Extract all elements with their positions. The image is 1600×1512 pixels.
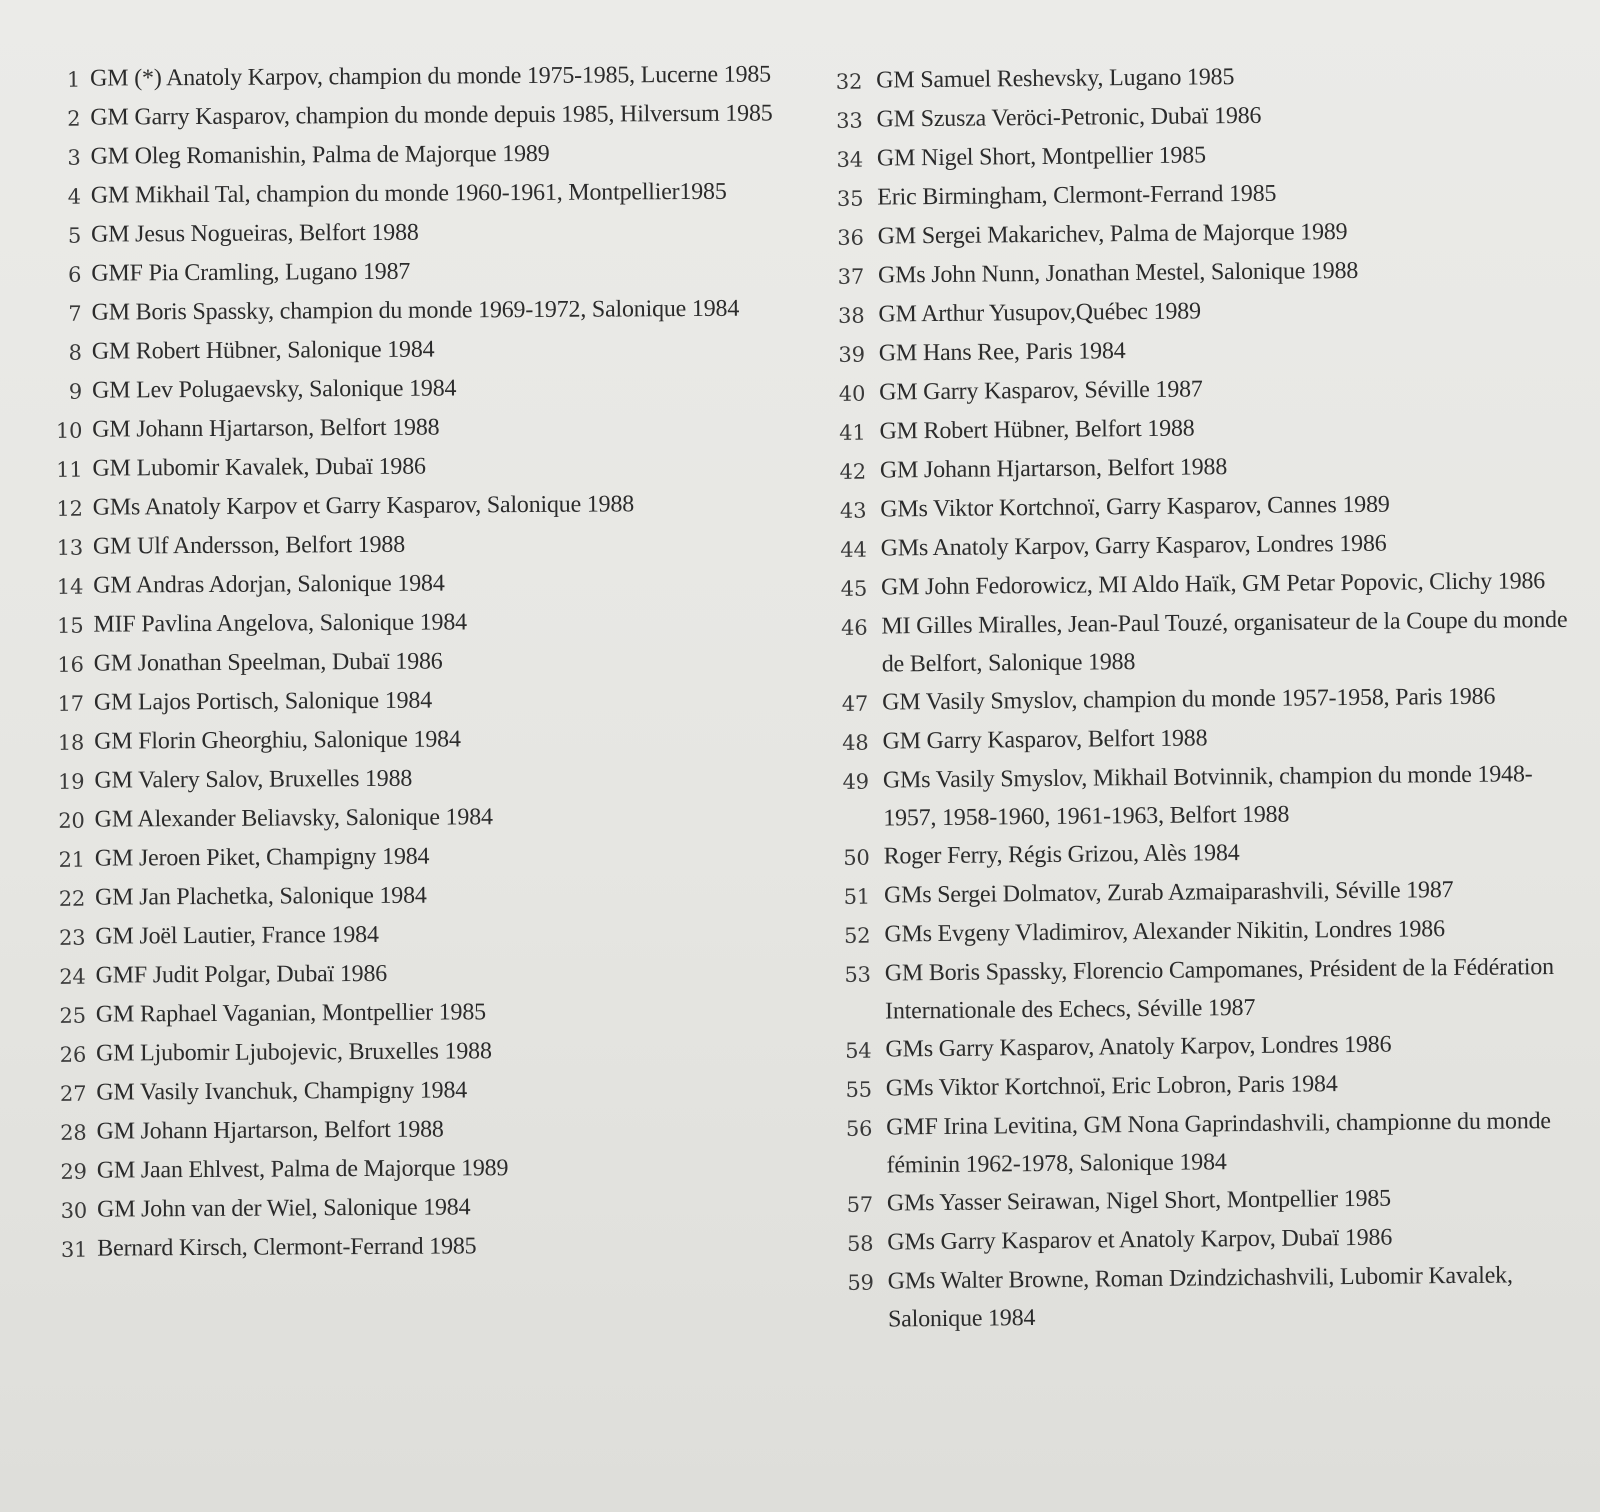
caption-number: 2 bbox=[67, 106, 81, 131]
caption-text: GM Robert Hübner, Salonique 1984 bbox=[91, 336, 435, 365]
caption-entry bbox=[35, 211, 785, 255]
caption-number: 11 bbox=[56, 457, 83, 482]
caption-number: 27 bbox=[59, 1081, 87, 1106]
caption-entry bbox=[38, 757, 788, 801]
caption-number: 18 bbox=[57, 730, 85, 755]
caption-number: 51 bbox=[843, 884, 871, 909]
caption-text: GM Vasily Smyslov, champion du monde 1957-1958, Paris 1986 bbox=[882, 683, 1496, 716]
caption-text: GM John van der Wiel, Salonique 1984 bbox=[96, 1194, 471, 1223]
caption-text: GM Robert Hübner, Belfort 1988 bbox=[879, 415, 1195, 445]
caption-entry bbox=[38, 640, 788, 684]
caption-number: 39 bbox=[838, 342, 865, 367]
caption-text: GM Nigel Short, Montpellier 1985 bbox=[876, 142, 1206, 172]
caption-number: 59 bbox=[847, 1270, 874, 1295]
caption-number: 8 bbox=[68, 340, 82, 365]
caption-text: GM Sergei Makarichev, Palma de Majorque 1989 bbox=[877, 219, 1348, 250]
caption-text: GMs Walter Browne, Roman Dzindzichashvili, Lubomir Kavalek, Salonique 1984 bbox=[887, 1262, 1513, 1333]
caption-number: 4 bbox=[67, 184, 81, 209]
caption-entry bbox=[40, 991, 790, 1035]
caption-text: GM Alexander Beliavsky, Salonique 1984 bbox=[94, 804, 493, 833]
caption-number: 38 bbox=[837, 303, 865, 328]
caption-number: 6 bbox=[68, 262, 82, 287]
caption-number: 24 bbox=[59, 964, 86, 989]
caption-text: GM Jeroen Piket, Champigny 1984 bbox=[94, 843, 430, 872]
caption-number: 3 bbox=[67, 145, 81, 170]
caption-number: 26 bbox=[59, 1042, 87, 1067]
caption-number: 46 bbox=[840, 615, 868, 640]
caption-number: 48 bbox=[842, 730, 869, 755]
caption-number: 17 bbox=[57, 691, 85, 716]
caption-text: GMs Viktor Kortchnoï, Eric Lobron, Paris 1984 bbox=[885, 1071, 1338, 1102]
caption-entry bbox=[835, 755, 1586, 838]
caption-entry bbox=[38, 718, 788, 762]
caption-text: MIF Pavlina Angelova, Salonique 1984 bbox=[93, 609, 467, 638]
caption-text: GM Johann Hjartarson, Belfort 1988 bbox=[879, 454, 1228, 484]
caption-entry bbox=[41, 1225, 791, 1269]
caption-text: GMF Irina Levitina, GM Nona Gaprindashvili, championne du monde féminin 1962-1978, Salonique 1984 bbox=[886, 1108, 1551, 1179]
caption-text: GMF Judit Polgar, Dubaï 1986 bbox=[95, 960, 388, 989]
caption-number: 31 bbox=[60, 1237, 88, 1262]
caption-text: GMs Anatoly Karpov, Garry Kasparov, Londres 1986 bbox=[880, 530, 1387, 562]
caption-text: GM Jaan Ehlvest, Palma de Majorque 1989 bbox=[96, 1155, 509, 1184]
caption-list-right bbox=[828, 55, 1590, 1339]
caption-entry bbox=[37, 601, 787, 645]
caption-text: GMs Sergei Dolmatov, Zurab Azmaiparashvili, Séville 1987 bbox=[883, 877, 1454, 909]
caption-number: 16 bbox=[57, 652, 84, 677]
caption-text: GM Florin Gheorghiu, Salonique 1984 bbox=[94, 726, 461, 755]
caption-text: GM Johann Hjartarson, Belfort 1988 bbox=[96, 1116, 444, 1145]
caption-entry bbox=[34, 94, 784, 138]
caption-number: 44 bbox=[840, 537, 867, 562]
caption-number: 53 bbox=[844, 962, 871, 987]
caption-number: 49 bbox=[842, 769, 870, 794]
caption-text: GM Garry Kasparov, champion du monde depuis 1985, Hilversum 1985 bbox=[90, 100, 773, 131]
caption-entry bbox=[36, 406, 786, 450]
caption-entry bbox=[40, 1108, 790, 1152]
caption-entry bbox=[41, 1147, 791, 1191]
caption-number: 47 bbox=[841, 691, 869, 716]
caption-number: 25 bbox=[59, 1003, 86, 1028]
caption-number: 33 bbox=[836, 108, 863, 133]
caption-text: GMs Evgeny Vladimirov, Alexander Nikitin, Londres 1986 bbox=[884, 916, 1445, 948]
caption-text: GM Joël Lautier, France 1984 bbox=[95, 921, 379, 950]
caption-number: 12 bbox=[56, 496, 83, 521]
caption-number: 20 bbox=[58, 808, 85, 833]
caption-entry bbox=[34, 55, 784, 99]
caption-entry bbox=[39, 913, 789, 957]
caption-number: 13 bbox=[56, 535, 84, 560]
caption-number: 5 bbox=[67, 223, 82, 248]
caption-entry bbox=[837, 948, 1588, 1031]
caption-number: 21 bbox=[58, 847, 85, 872]
caption-text: GM Garry Kasparov, Séville 1987 bbox=[879, 376, 1203, 406]
caption-text: GM Vasily Ivanchuk, Champigny 1984 bbox=[96, 1077, 468, 1106]
caption-number: 34 bbox=[836, 147, 864, 172]
caption-number: 10 bbox=[55, 418, 83, 443]
caption-entry bbox=[35, 172, 785, 216]
caption-text: GM Mikhail Tal, champion du monde 1960-1961, Montpellier1985 bbox=[90, 178, 727, 209]
caption-text: GM Ulf Andersson, Belfort 1988 bbox=[92, 531, 406, 560]
caption-number: 30 bbox=[60, 1198, 88, 1223]
caption-number: 9 bbox=[68, 379, 83, 404]
caption-text: GMs Vasily Smyslov, Mikhail Botvinnik, champion du monde 1948-1957, 1958-1960, 1961-1963, Belfort 1988 bbox=[882, 761, 1533, 832]
caption-number: 32 bbox=[835, 69, 863, 94]
caption-number: 43 bbox=[839, 498, 867, 523]
caption-text: GMs Viktor Kortchnoï, Garry Kasparov, Cannes 1989 bbox=[880, 491, 1390, 523]
caption-entry bbox=[38, 679, 788, 723]
caption-entry bbox=[36, 328, 786, 372]
caption-number: 19 bbox=[58, 769, 85, 794]
caption-number: 36 bbox=[837, 225, 864, 250]
caption-number: 7 bbox=[68, 301, 82, 326]
caption-entry bbox=[36, 367, 786, 411]
caption-text: GM Garry Kasparov, Belfort 1988 bbox=[882, 725, 1208, 755]
caption-entry bbox=[36, 445, 786, 489]
caption-text: GM Raphael Vaganian, Montpellier 1985 bbox=[95, 999, 486, 1028]
caption-entry bbox=[35, 289, 785, 333]
caption-text: GM Johann Hjartarson, Belfort 1988 bbox=[92, 414, 440, 443]
caption-number: 37 bbox=[837, 264, 865, 289]
caption-text: GMF Pia Cramling, Lugano 1987 bbox=[91, 258, 411, 287]
caption-number: 58 bbox=[846, 1231, 874, 1256]
caption-text: GM Jan Plachetka, Salonique 1984 bbox=[95, 882, 427, 911]
caption-text: Bernard Kirsch, Clermont-Ferrand 1985 bbox=[97, 1233, 477, 1262]
caption-text: GM Lev Polugaevsky, Salonique 1984 bbox=[91, 375, 457, 404]
caption-entry bbox=[40, 1069, 790, 1113]
caption-number: 57 bbox=[846, 1192, 874, 1217]
caption-number: 45 bbox=[840, 576, 868, 601]
caption-entry bbox=[35, 250, 785, 294]
caption-number: 56 bbox=[845, 1116, 873, 1141]
caption-text: GMs Anatoly Karpov et Garry Kasparov, Salonique 1988 bbox=[92, 491, 635, 521]
caption-text: GM (*) Anatoly Karpov, champion du monde 1975-1985, Lucerne 1985 bbox=[90, 61, 772, 92]
caption-number: 28 bbox=[60, 1120, 87, 1145]
caption-number: 55 bbox=[845, 1077, 872, 1102]
caption-entry bbox=[37, 484, 787, 528]
caption-entry bbox=[40, 1030, 790, 1074]
caption-number: 14 bbox=[56, 574, 84, 599]
caption-text: GM Jesus Nogueiras, Belfort 1988 bbox=[90, 219, 419, 248]
caption-entry bbox=[41, 1186, 791, 1230]
caption-text: Eric Birmingham, Clermont-Ferrand 1985 bbox=[877, 180, 1277, 211]
caption-text: GM Ljubomir Ljubojevic, Bruxelles 1988 bbox=[95, 1038, 492, 1067]
caption-text: GMs Garry Kasparov, Anatoly Karpov, Londres 1986 bbox=[885, 1031, 1392, 1063]
caption-text: GM Boris Spassky, champion du monde 1969-1972, Salonique 1984 bbox=[91, 295, 740, 326]
caption-text: GM Szusza Veröci-Petronic, Dubaï 1986 bbox=[876, 102, 1262, 133]
caption-number: 40 bbox=[838, 381, 866, 406]
caption-list-left bbox=[34, 55, 791, 1269]
caption-number: 29 bbox=[60, 1159, 87, 1184]
caption-text: GM Andras Adorjan, Salonique 1984 bbox=[93, 570, 445, 599]
caption-number: 35 bbox=[836, 186, 864, 211]
caption-entry bbox=[840, 1256, 1591, 1339]
caption-text: GMs Garry Kasparov et Anatoly Karpov, Dubaï 1986 bbox=[887, 1224, 1393, 1256]
caption-entry bbox=[37, 523, 787, 567]
caption-number: 52 bbox=[843, 923, 871, 948]
caption-number: 23 bbox=[58, 925, 86, 950]
caption-entry bbox=[39, 796, 789, 840]
caption-number: 42 bbox=[839, 459, 867, 484]
caption-text: GM Jonathan Speelman, Dubaï 1986 bbox=[93, 648, 443, 677]
caption-text: GMs John Nunn, Jonathan Mestel, Salonique 1988 bbox=[877, 257, 1359, 289]
caption-text: GM Valery Salov, Bruxelles 1988 bbox=[94, 765, 413, 794]
caption-entry bbox=[37, 562, 787, 606]
caption-number: 15 bbox=[57, 613, 84, 638]
caption-text: GM Lubomir Kavalek, Dubaï 1986 bbox=[92, 453, 426, 482]
caption-text: GM Arthur Yusupov,Québec 1989 bbox=[878, 298, 1201, 328]
caption-entry bbox=[833, 601, 1584, 684]
caption-text: Roger Ferry, Régis Grizou, Alès 1984 bbox=[883, 840, 1240, 870]
caption-text: GM Lajos Portisch, Salonique 1984 bbox=[93, 687, 433, 716]
caption-number: 50 bbox=[843, 845, 870, 870]
caption-text: GM Hans Ree, Paris 1984 bbox=[878, 338, 1126, 367]
caption-entry bbox=[39, 835, 789, 879]
caption-text: GM Samuel Reshevsky, Lugano 1985 bbox=[876, 64, 1235, 94]
caption-number: 1 bbox=[66, 67, 81, 92]
caption-text: GMs Yasser Seirawan, Nigel Short, Montpellier 1985 bbox=[886, 1185, 1392, 1217]
caption-entry bbox=[838, 1102, 1589, 1185]
caption-text: GM John Fedorowicz, MI Aldo Haïk, GM Petar Popovic, Clichy 1986 bbox=[880, 568, 1546, 601]
caption-number: 22 bbox=[58, 886, 86, 911]
caption-text: GM Oleg Romanishin, Palma de Majorque 1989 bbox=[90, 140, 550, 170]
caption-entry bbox=[39, 952, 789, 996]
caption-text: MI Gilles Miralles, Jean-Paul Touzé, organisateur de la Coupe du monde de Belfort, Salonique 1988 bbox=[881, 606, 1568, 678]
caption-entry bbox=[39, 874, 789, 918]
caption-number: 41 bbox=[839, 420, 866, 445]
caption-entry bbox=[34, 133, 784, 177]
caption-text: GM Boris Spassky, Florencio Campomanes, Président de la Fédération Internationale des Echecs, Séville 1987 bbox=[884, 954, 1555, 1025]
caption-number: 54 bbox=[845, 1038, 872, 1063]
